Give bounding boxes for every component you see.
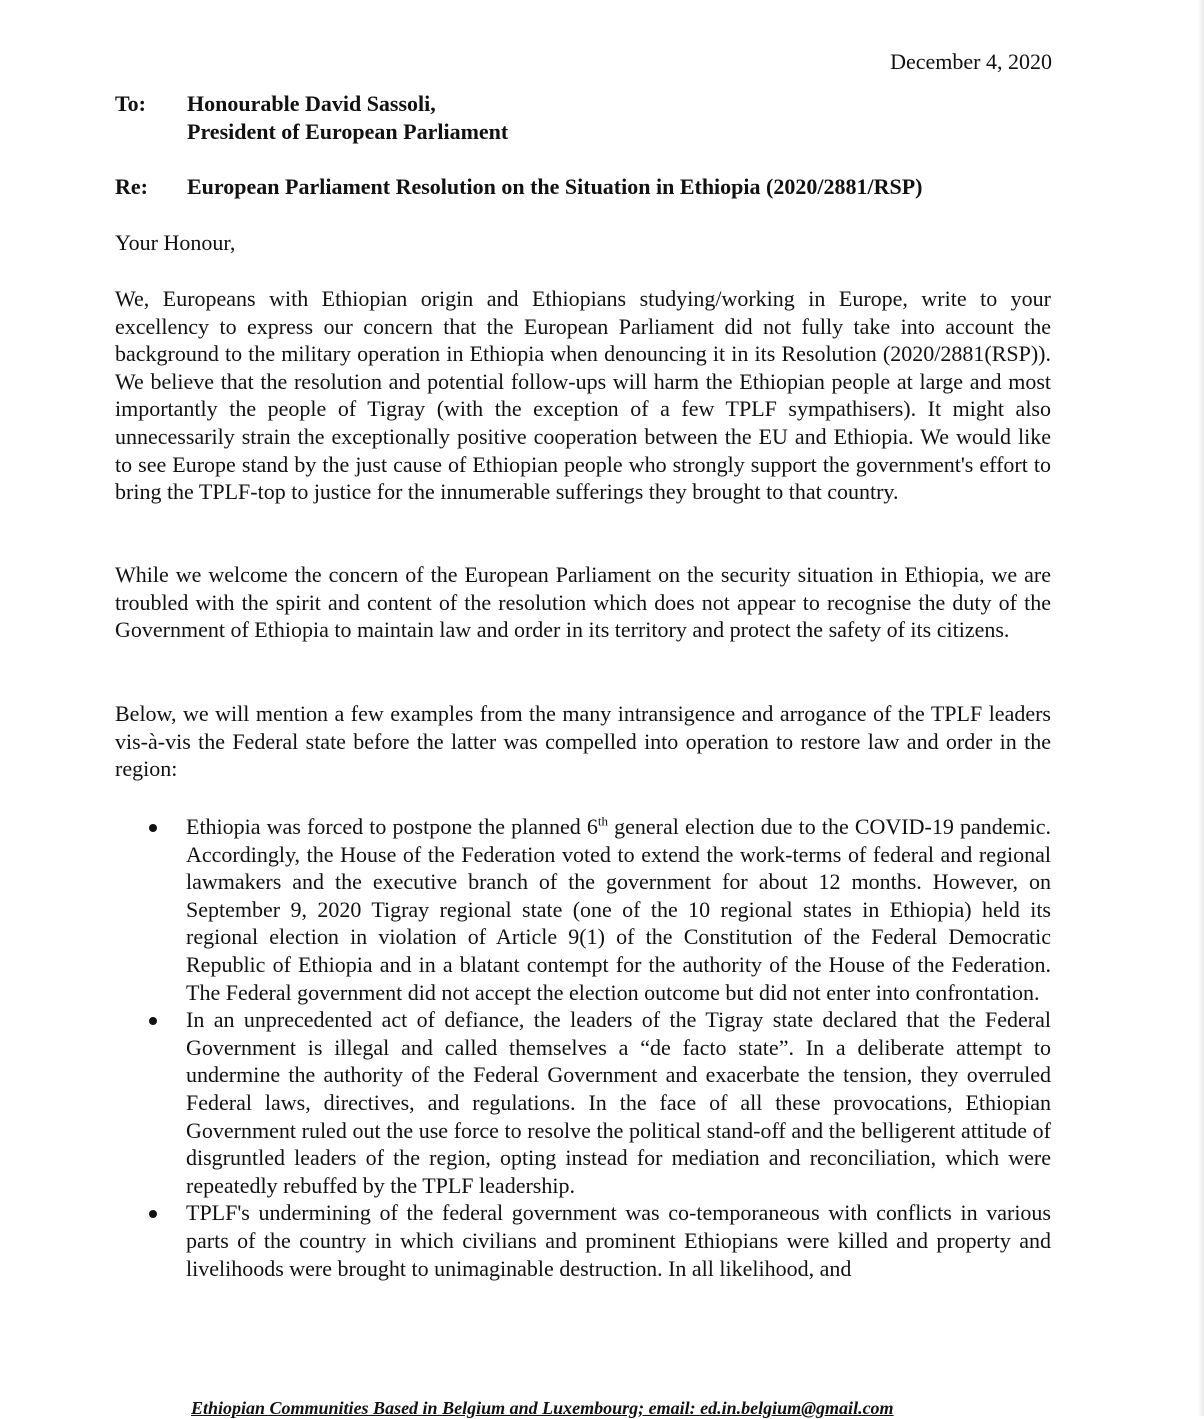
bullet-icon	[149, 1210, 157, 1218]
to-label: To:	[115, 91, 146, 116]
ordinal-suffix: th	[597, 813, 608, 829]
body-paragraph-2: While we welcome the concern of the European Parliament on the security situation in Ethiopia, we are troubled with the spirit and content of the resolution which does not appear to recognise the duty of the Government of Ethiopia to maintain law and order in its territory and protect the safety of its citizens.	[115, 562, 1051, 643]
bullet-icon	[149, 824, 157, 832]
list-item	[115, 813, 1051, 1006]
list-item-text-end: general election due to the COVID-19 pandemic. Accordingly, the House of the Federation voted to extend the work-terms of federal and regional lawmakers and the executive branch of the government for about 12 months. However, on September 9, 2020 Tigray regional state (one of the 10 regional states in Ethiopia) held its regional election in violation of Article 9(1) of the Constitution of the Federal Democratic Republic of Ethiopia and in a blatant contempt for the authority of the House of the Federation. The Federal government did not accept the election outcome but did not enter into confrontation.	[186, 814, 1051, 1005]
list-item-text: In an unprecedented act of defiance, the leaders of the Tigray state declared that the Federal Government is illegal and called themselves a “de facto state”. In a deliberate attempt to undermine the authority of the Federal Government and exacerbate the tension, they overruled Federal laws, directives, and regulations. In the face of all these provocations, Ethiopian Government ruled out the use force to resolve the political stand-off and the belligerent attitude of disgruntled leaders of the region, opting instead for mediation and reconciliation, which were repeatedly rebuffed by the TPLF leadership.	[186, 1007, 1051, 1198]
subject-line: European Parliament Resolution on the Situation in Ethiopia (2020/2881/RSP)	[187, 174, 923, 199]
page-edge-shadow	[1198, 0, 1204, 1416]
bullet-icon	[149, 1017, 157, 1025]
recipient-name-line: Honourable David Sassoli,	[187, 91, 436, 116]
footer-contact: Ethiopian Communities Based in Belgium and Luxembourg; email: ed.in.belgium@gmail.com	[191, 1398, 894, 1418]
recipient-name	[187, 90, 508, 146]
body-paragraph-3: Below, we will mention a few examples from the many intransigence and arrogance of the TPLF leaders vis-à-vis the Federal state before the latter was compelled into operation to restore law and order in the region:	[115, 701, 1051, 782]
list-item-text-start: Ethiopia was forced to postpone the planned 6	[186, 814, 598, 839]
salutation: Your Honour,	[115, 230, 236, 255]
re-label: Re:	[115, 174, 148, 199]
list-item-text: TPLF's undermining of the federal government was co-temporaneous with conflicts in various parts of the country in which civilians and prominent Ethiopians were killed and property and livelihoods were brought to unimaginable destruction. In all likelihood, and	[186, 1200, 1051, 1281]
list-item	[115, 1006, 1051, 1199]
recipient-title-line: President of European Parliament	[187, 119, 509, 144]
letter-date: December 4, 2020	[890, 49, 1052, 74]
examples-list	[115, 813, 1051, 1296]
list-item	[115, 1199, 1051, 1296]
body-paragraph-1: We, Europeans with Ethiopian origin and Ethiopians studying/working in Europe, write to your excellency to express our concern that the European Parliament did not fully take into account the background to the military operation in Ethiopia when denouncing it in its Resolution (2020/2881(RSP)). We believe that the resolution and potential follow-ups will harm the Ethiopian people at large and most importantly the people of Tigray (with the exception of a few TPLF sympathisers). It might also unnecessarily strain the exceptionally positive cooperation between the EU and Ethiopia. We would like to see Europe stand by the just cause of Ethiopian people who strongly support the government's effort to bring the TPLF-top to justice for the innumerable sufferings they brought to that country.	[115, 286, 1051, 505]
